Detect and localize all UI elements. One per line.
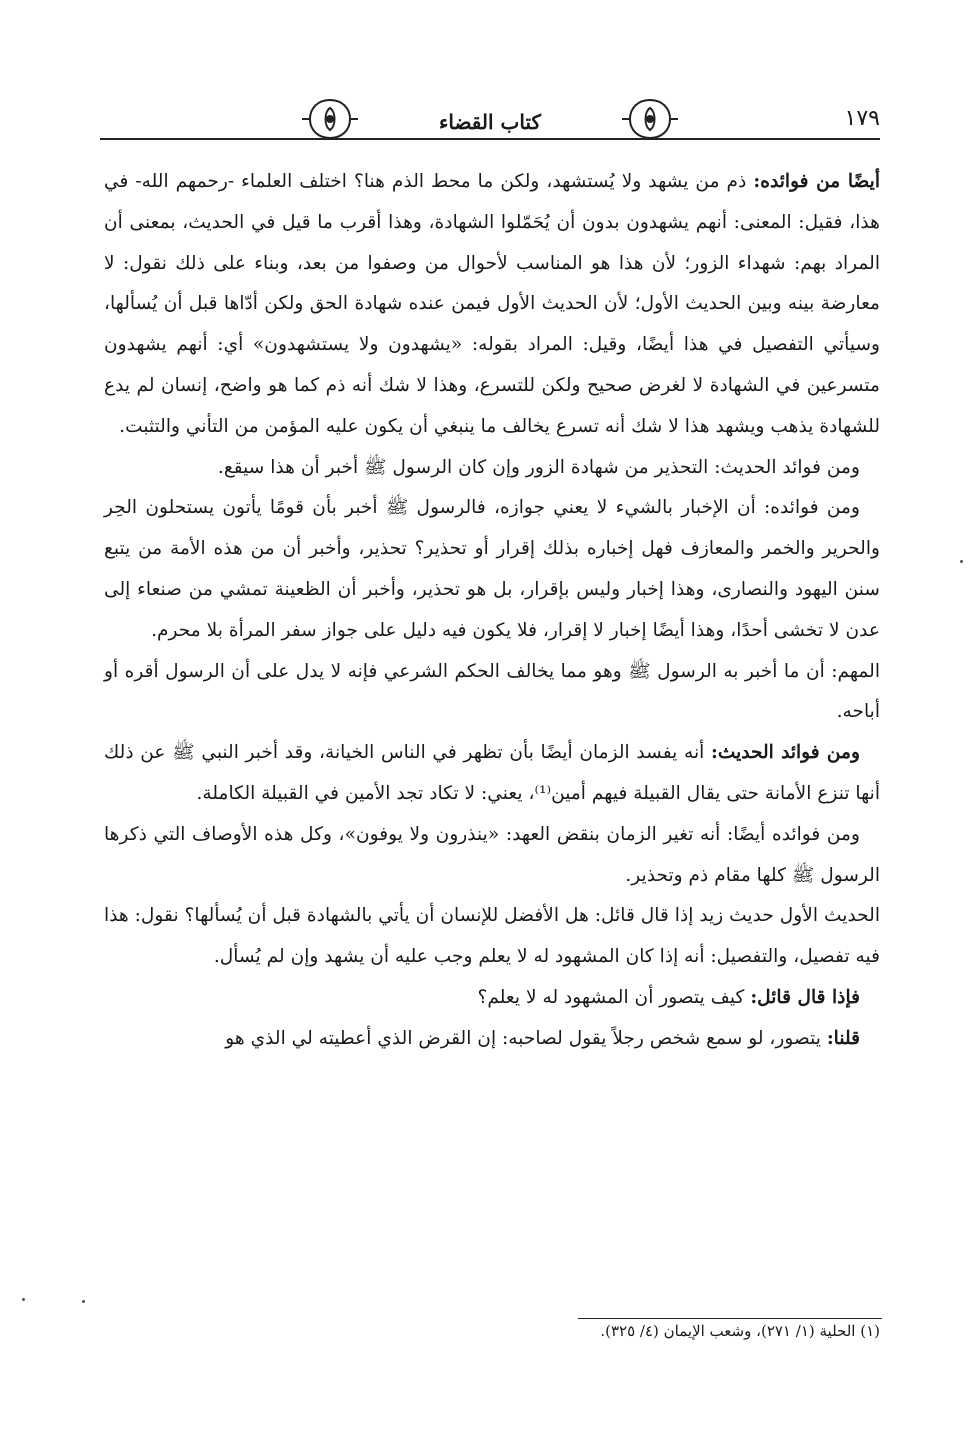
header-rule: [100, 138, 880, 140]
paragraph: ومن فوائد الحديث: أنه يفسد الزمان أيضًا بأن تظهر في الناس الخيانة، وقد أخبر النبي ﷺ عن ذلك أنها تنزع الأمانة حتى يقال القبيلة فيهم أمين⁽¹⁾، يعني: لا تكاد تجد الأمين في القبيلة الكاملة.: [104, 742, 880, 804]
paragraph: ومن فوائده أيضًا: أنه تغير الزمان بنقض العهد: «ينذرون ولا يوفون»، وكل هذه الأوصاف التي ذكرها الرسول ﷺ كلها مقام ذم وتحذير.: [104, 823, 880, 886]
main-text: [104, 162, 880, 1060]
paragraph: أيضًا من فوائده: ذم من يشهد ولا يُستشهد، ولكن ما محط الذم هنا؟ اختلف العلماء -رحمهم الله- في هذا، فقيل: المعنى: أنهم يشهدون بدون أن يُحَمّلوا الشهادة، وهذا أقرب ما قيل في الحديث، بمعنى أن المراد بهم: شهداء الزور؛ لأن هذا هو المناسب لأحوال من وصفوا من بعد، وبناء على ذلك نقول: لا معارضة بينه وبين الحديث الأول؛ لأن الحديث الأول فيمن عنده شهادة الحق ولكن أدّاها قبل أن يُسألها، وسيأتي التفصيل في هذا أيضًا، وقيل: المراد بقوله: «يشهدون ولا يستشهدون» أي: أنهم يشهدون متسرعين في الشهادة لا لغرض صحيح ولكن للتسرع، وهذا لا شك أنه ذم كما هو واضح، إنسان لم يدع للشهادة يذهب ويشهد هذا لا شك أنه تسرع يخالف ما ينبغي أن يكون عليه المؤمن من التأني والتثبت.: [104, 171, 880, 437]
scan-speck: [960, 560, 963, 563]
page-header: [100, 90, 880, 150]
page-number: ١٧٩: [844, 106, 880, 131]
scan-speck: [22, 1298, 25, 1301]
paragraph: قلنا: يتصور، لو سمع شخص رجلاً يقول لصاحبه: إن القرض الذي أعطيته لي الذي هو: [225, 1027, 860, 1049]
paragraph: الحديث الأول حديث زيد إذا قال قائل: هل الأفضل للإنسان أن يأتي بالشهادة قبل أن يُسألها؟ نقول: هذا فيه تفصيل، والتفصيل: أنه إذا كان المشهود له لا يعلم وجب عليه أن يشهد وإن لم يُسأل.: [104, 905, 880, 968]
paragraph: ومن فوائد الحديث: التحذير من شهادة الزور وإن كان الرسول ﷺ أخبر أن هذا سيقع.: [217, 456, 860, 478]
footnote: (١) الحلية (١/ ٢٧١)، وشعب الإيمان (٤/ ٣٢٥).: [600, 1322, 880, 1340]
footnote-rule: [578, 1318, 882, 1319]
book-title: كتاب القضاء: [429, 110, 551, 134]
paragraph: المهم: أن ما أخبر به الرسول ﷺ وهو مما يخالف الحكم الشرعي فإنه لا يدل على أن الرسول أقره أو أباحه.: [104, 660, 880, 723]
paragraph: فإذا قال قائل: كيف يتصور أن المشهود له لا يعلم؟: [477, 986, 860, 1008]
right-ornament-icon: [620, 96, 680, 142]
left-ornament-icon: [300, 96, 360, 142]
scan-speck: [82, 1300, 85, 1303]
paragraph: ومن فوائده: أن الإخبار بالشيء لا يعني جوازه، فالرسول ﷺ أخبر بأن قومًا يأتون يستحلون الحِر والحرير والخمر والمعازف فهل إخباره بذلك إقرار أو تحذير؟ تحذير، وأخبر أن من هذه الأمة من يتبع سنن اليهود والنصارى، وهذا إخبار وليس بإقرار، بل هو تحذير، وأخبر أن الظعينة تمشي من صنعاء إلى عدن لا تخشى أحدًا، وهذا أيضًا إخبار لا إقرار، فلا يكون فيه دليل على جواز سفر المرأة بلا محرم.: [104, 497, 880, 641]
